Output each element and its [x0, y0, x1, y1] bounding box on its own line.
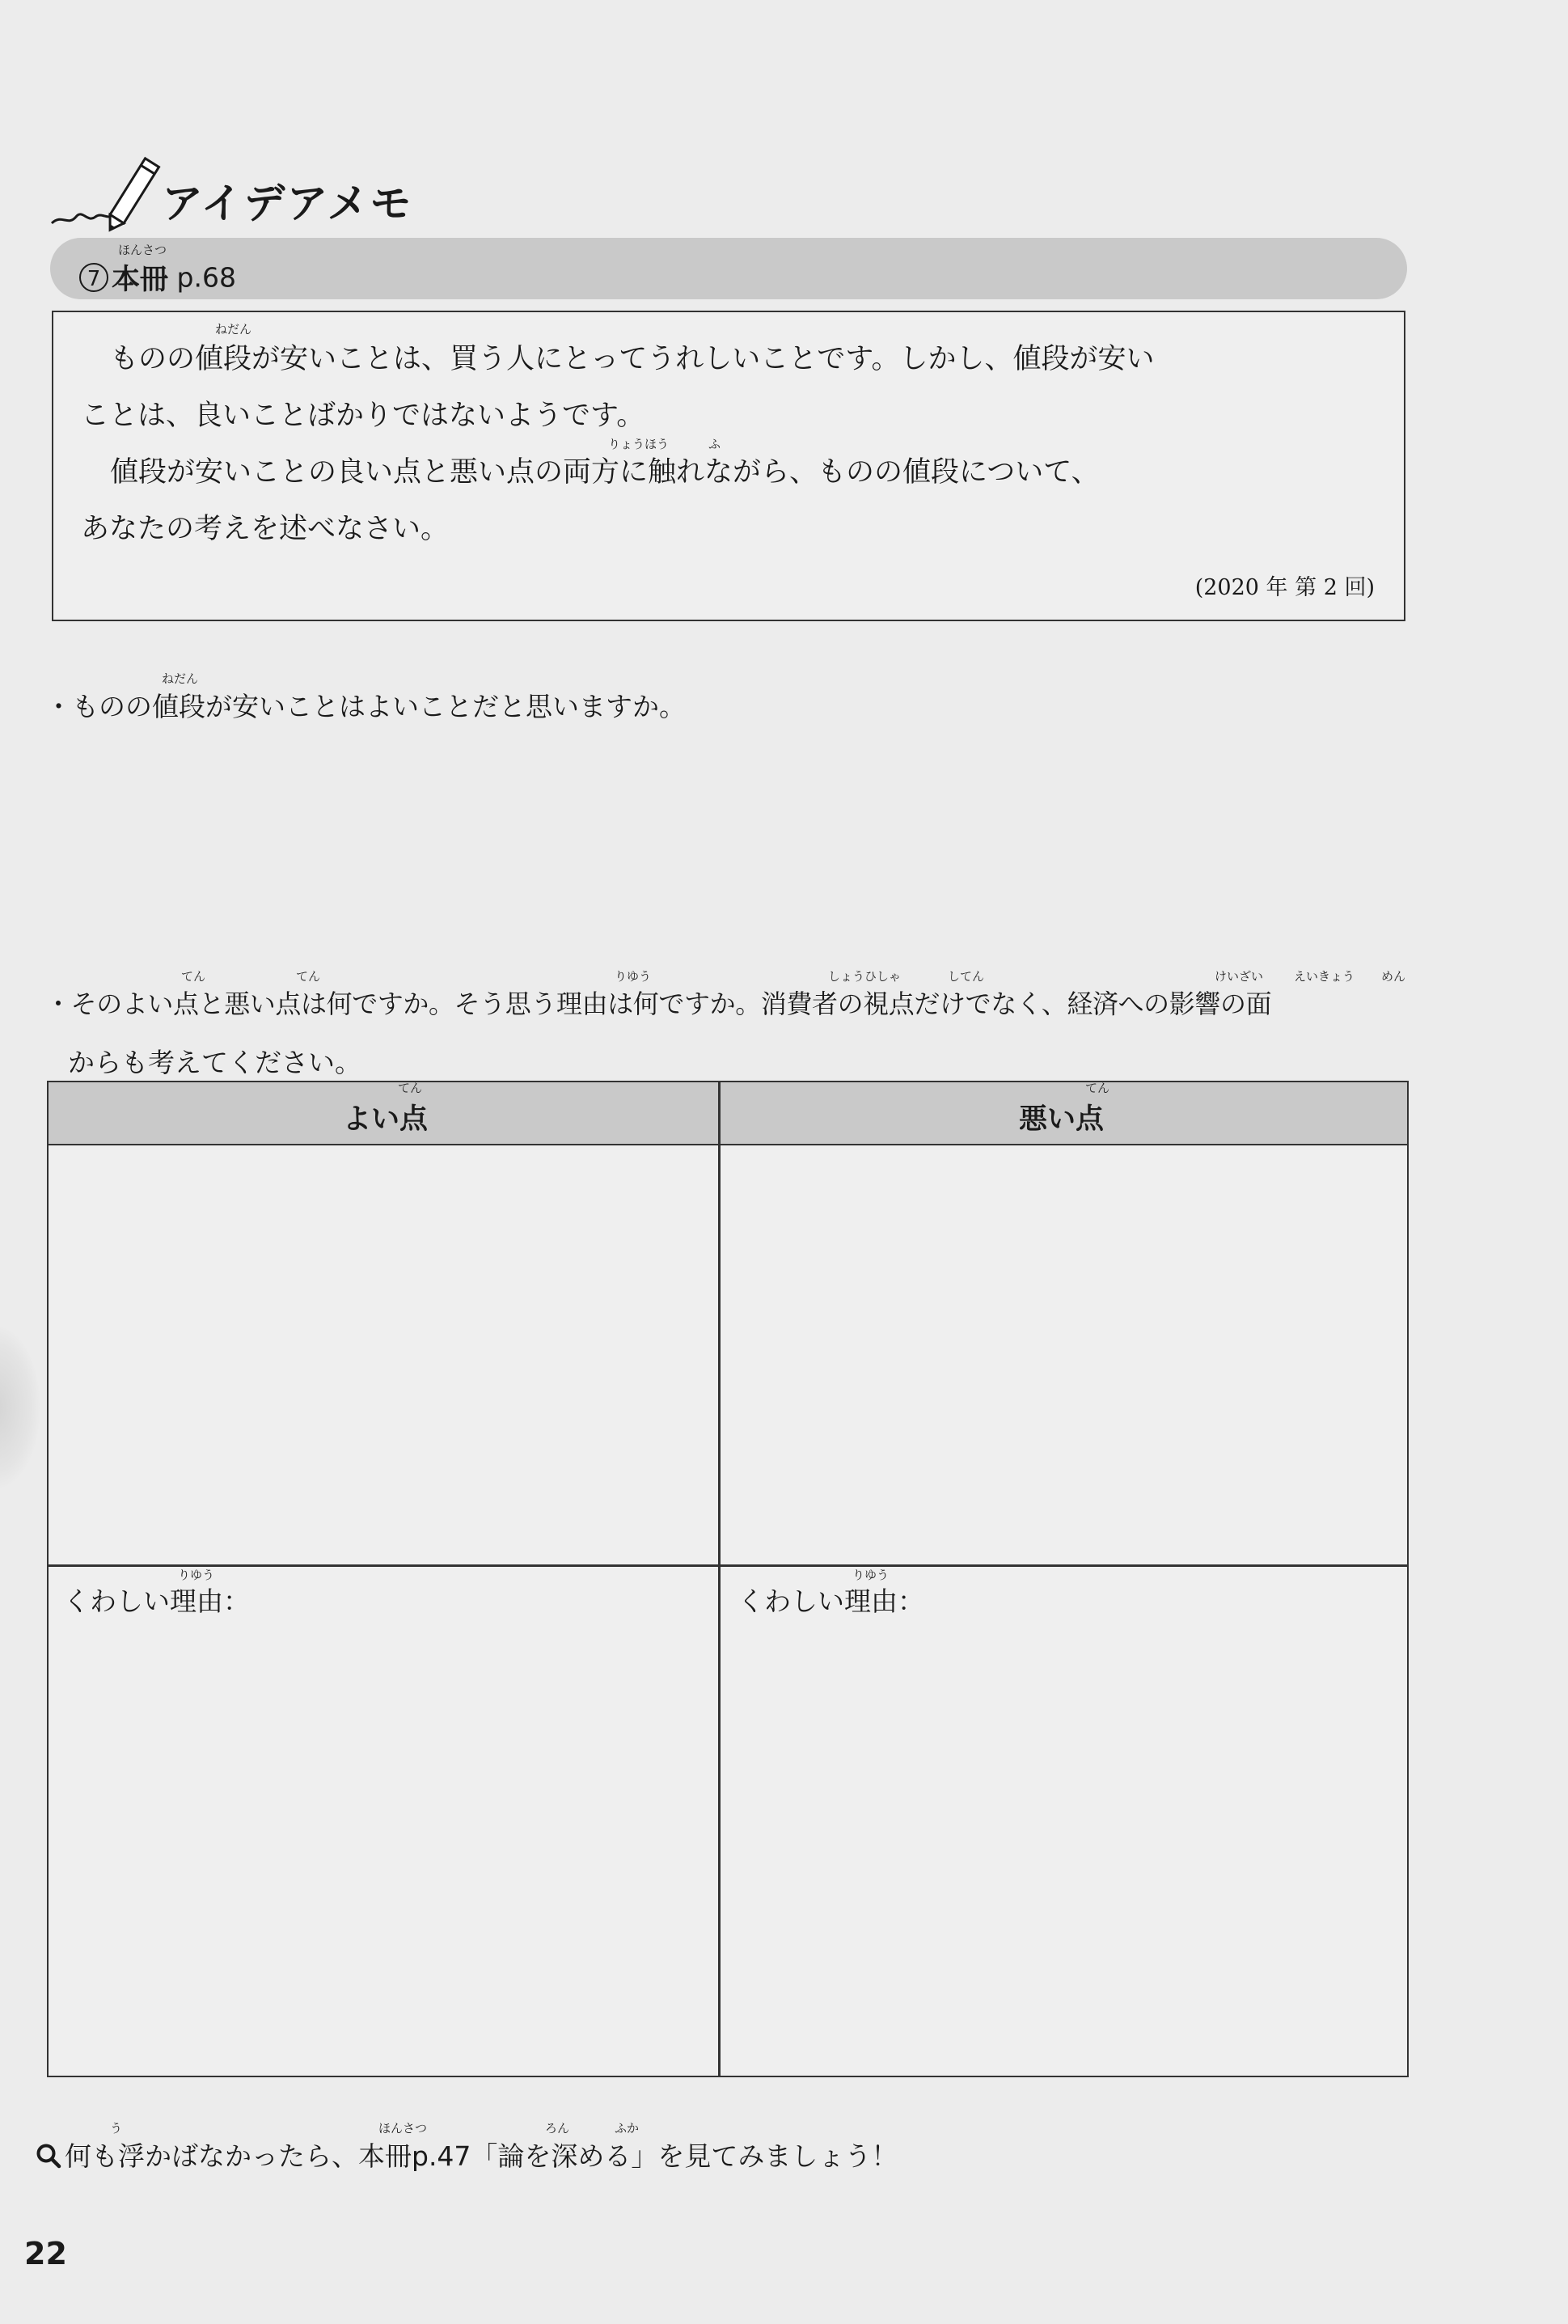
good-points-header: よい点 — [343, 1103, 429, 1136]
ruby-riyuu-right: りゆう — [852, 1568, 890, 1582]
ruby-fuka: ふか — [615, 2121, 640, 2136]
section-label — [79, 257, 236, 298]
question-line-4: あなたの考えを述べなさい。 — [81, 513, 450, 545]
prompt-2-line-1: ・そのよい点と悪い点は何ですか。そう思う理由は何ですか。消費者の視点だけでなく、経済への影響の面 — [45, 988, 1272, 1019]
ruby-eikyou: えいきょう — [1294, 969, 1355, 984]
footer-hint-text: 何も浮かばなかったら、本冊p.47「論を深める」を見てみましょう！ — [65, 2140, 898, 2172]
section-bar — [50, 238, 1407, 299]
idea-memo-header — [50, 136, 535, 233]
footer-hint — [36, 2136, 898, 2174]
question-line-1: ものの値段が安いことは、買う人にとってうれしいことです。しかし、値段が安い — [110, 343, 1155, 375]
ruby-ten-header-bad: てん — [1085, 1081, 1110, 1095]
reason-label-bad: くわしい理由： — [738, 1585, 924, 1617]
ruby-fu: ふ — [708, 437, 721, 451]
question-line-3: 値段が安いことの良い点と悪い点の両方に触れながら、ものの値段について、 — [110, 456, 1100, 489]
ruby-shiten: してん — [948, 969, 985, 984]
ruby-nedan: ねだん — [215, 322, 252, 337]
page-reference: p.68 — [176, 261, 236, 294]
ruby-nedan-2: ねだん — [162, 671, 199, 686]
book-label: 本冊 — [112, 264, 169, 296]
question-source: (2020 年 第 2 回) — [1194, 575, 1375, 600]
section-number: 7 — [79, 263, 108, 292]
table-header-row — [49, 1082, 1407, 1145]
reason-label-good: くわしい理由： — [63, 1585, 250, 1617]
ruby-ron: ろん — [545, 2121, 570, 2136]
ruby-honsatsu: ほんさつ — [118, 243, 167, 257]
ruby-men: めん — [1381, 969, 1406, 984]
page-number: 22 — [24, 2236, 67, 2271]
prompt-1: ・ものの値段が安いことはよいことだと思いますか。 — [45, 691, 686, 722]
question-line-2: ことは、良いことばかりではないようです。 — [81, 400, 645, 432]
ruby-ten-1: てん — [181, 969, 206, 984]
search-icon — [36, 2143, 61, 2169]
pencil-icon — [50, 136, 163, 233]
question-box — [52, 311, 1405, 621]
ruby-ten-header-good: てん — [398, 1081, 423, 1095]
ruby-ten-2: てん — [296, 969, 321, 984]
ruby-ryouhou: りょうほう — [608, 437, 670, 451]
ruby-shouhisha: しょうひしゃ — [828, 969, 902, 984]
answer-table — [47, 1081, 1409, 2077]
ruby-honsatsu-2: ほんさつ — [378, 2121, 428, 2136]
table-divider-horizontal — [49, 1564, 1407, 1567]
prompt-2-line-2: からも考えてください。 — [68, 1047, 361, 1078]
page-edge-shadow — [0, 1327, 40, 1488]
ruby-keizai: けいざい — [1215, 969, 1264, 984]
ruby-u: う — [110, 2121, 123, 2136]
page-title: アイデアメモ — [162, 180, 413, 228]
table-divider-vertical — [718, 1082, 721, 2076]
bad-points-header: 悪い点 — [1019, 1103, 1105, 1136]
ruby-riyuu-left: りゆう — [178, 1568, 215, 1582]
ruby-riyuu: りゆう — [615, 969, 652, 984]
